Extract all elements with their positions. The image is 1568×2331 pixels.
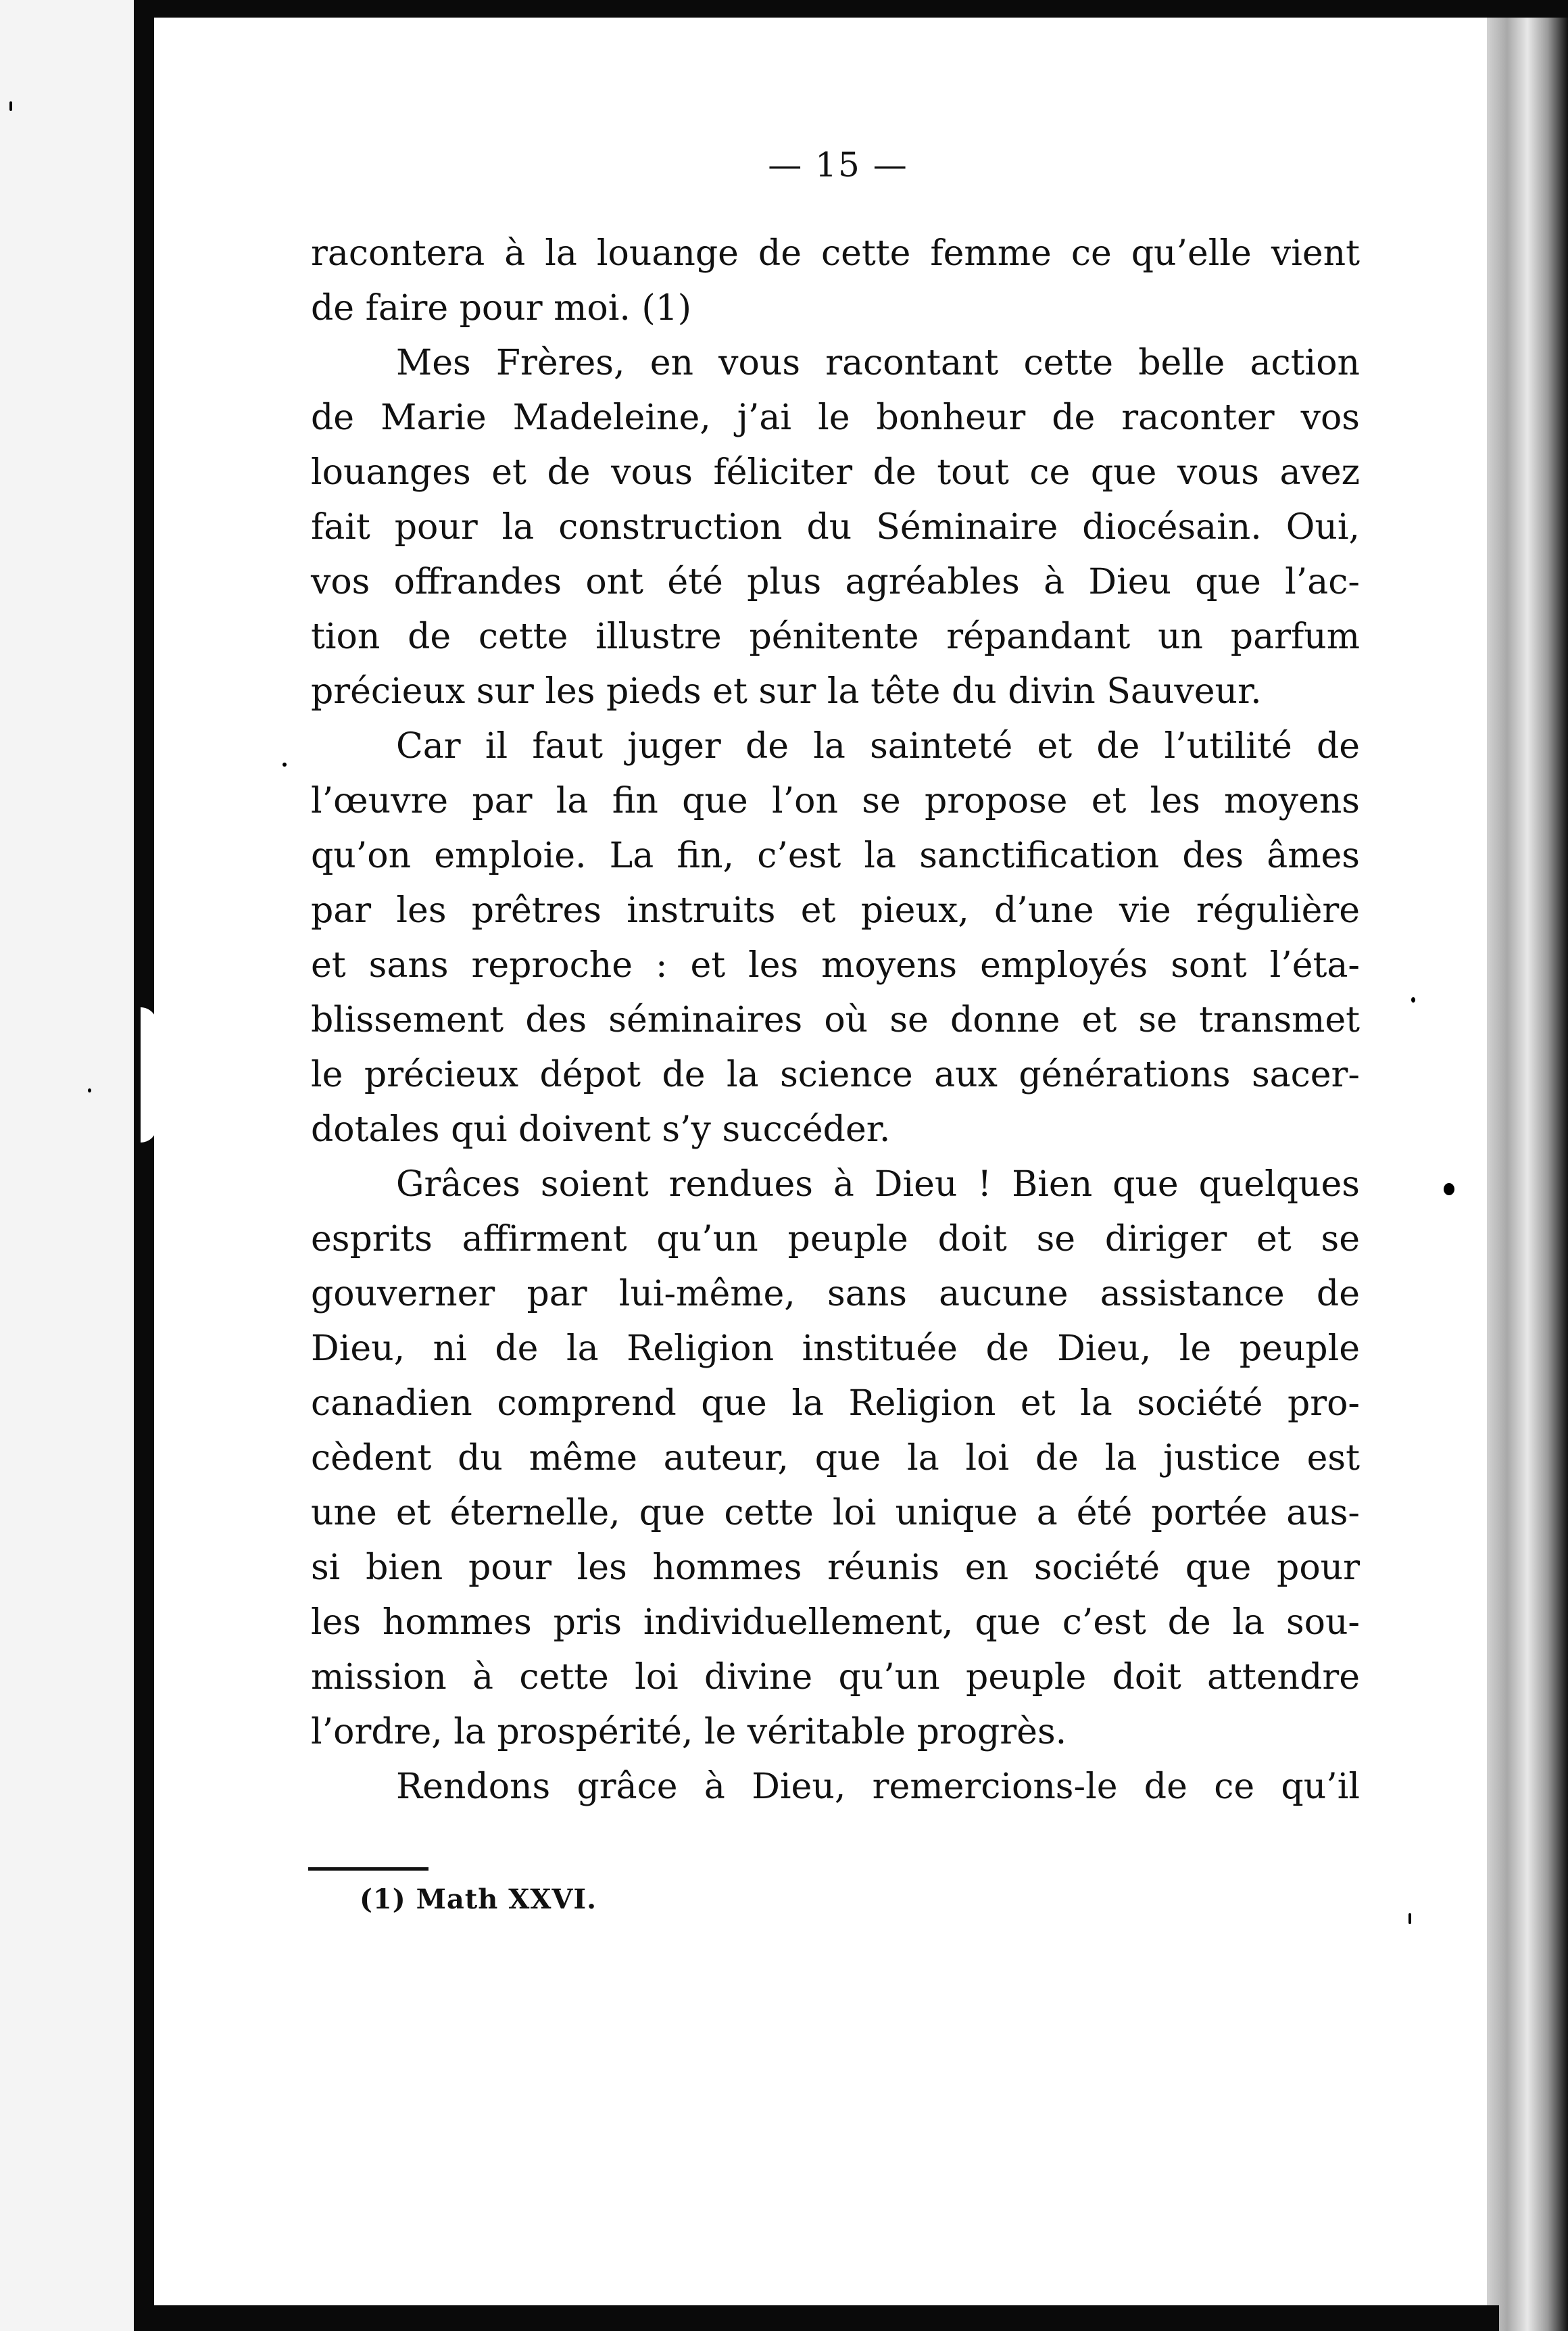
text-line: et sans reproche : et les moyens employés sont l’éta-: [311, 945, 1360, 986]
body-text: [311, 226, 1360, 1815]
footnote: (1) Math XXVI.: [360, 1883, 597, 1915]
text-line: Dieu, ni de la Religion instituée de Dieu, le peuple: [311, 1328, 1360, 1369]
text-line: dotales qui doivent s’y succéder.: [311, 1109, 891, 1150]
ink-speck: [9, 101, 12, 111]
ink-speck: [1408, 1913, 1411, 1924]
text-line: vos offrandes ont été plus agréables à Dieu que l’ac-: [311, 562, 1360, 602]
text-line: les hommes pris individuellement, que c’est de la sou-: [311, 1602, 1360, 1643]
text-line: fait pour la construction du Séminaire diocésain. Oui,: [311, 507, 1360, 548]
text-line: l’ordre, la prospérité, le véritable progrès.: [311, 1712, 1067, 1752]
footnote-rule: [308, 1867, 428, 1871]
facing-page-edge: [0, 0, 135, 2331]
text-line: qu’on emploie. La fin, c’est la sanctification des âmes: [311, 836, 1360, 876]
text-line: cèdent du même auteur, que la loi de la justice est: [311, 1438, 1360, 1479]
text-line: de Marie Madeleine, j’ai le bonheur de raconter vos: [311, 398, 1360, 438]
text-line: précieux sur les pieds et sur la tête du divin Sauveur.: [311, 671, 1262, 712]
text-line: louanges et de vous féliciter de tout ce que vous avez: [311, 452, 1360, 493]
page-number: — 15 —: [768, 145, 908, 185]
ink-speck: [1444, 1183, 1454, 1195]
text-line: une et éternelle, que cette loi unique a été portée aus-: [311, 1493, 1360, 1533]
bottom-scan-border: [154, 2305, 1499, 2331]
text-line: si bien pour les hommes réunis en société que pour: [311, 1547, 1360, 1588]
ink-speck: [88, 1088, 91, 1092]
text-line: l’œuvre par la fin que l’on se propose et les moyens: [311, 781, 1360, 821]
text-line: le précieux dépot de la science aux générations sacer-: [311, 1055, 1360, 1095]
text-line: par les prêtres instruits et pieux, d’une vie régulière: [311, 890, 1360, 931]
text-line: Mes Frères, en vous racontant cette belle action: [396, 343, 1360, 383]
text-line: canadien comprend que la Religion et la société pro-: [311, 1383, 1360, 1424]
text-line: racontera à la louange de cette femme ce qu’elle vient: [311, 233, 1360, 274]
gutter-notch: [141, 1007, 157, 1143]
text-line: gouverner par lui-même, sans aucune assistance de: [311, 1274, 1360, 1314]
text-line: Rendons grâce à Dieu, remercions-le de ce qu’il: [396, 1767, 1360, 1807]
top-scan-border: [154, 0, 1568, 18]
text-line: tion de cette illustre pénitente répandant un parfum: [311, 617, 1360, 657]
text-line: mission à cette loi divine qu’un peuple doit attendre: [311, 1657, 1360, 1698]
text-line: Grâces soient rendues à Dieu ! Bien que quelques: [396, 1164, 1360, 1205]
page-edge-shadow: [1487, 18, 1568, 2331]
book-gutter: [134, 0, 154, 2331]
ink-speck: [1411, 997, 1415, 1003]
ink-speck: [283, 763, 287, 767]
text-line: Car il faut juger de la sainteté et de l’utilité de: [396, 726, 1360, 767]
text-line: esprits affirment qu’un peuple doit se diriger et se: [311, 1219, 1360, 1259]
text-line: de faire pour moi. (1): [311, 288, 692, 329]
text-line: blissement des séminaires où se donne et se transmet: [311, 1000, 1360, 1040]
